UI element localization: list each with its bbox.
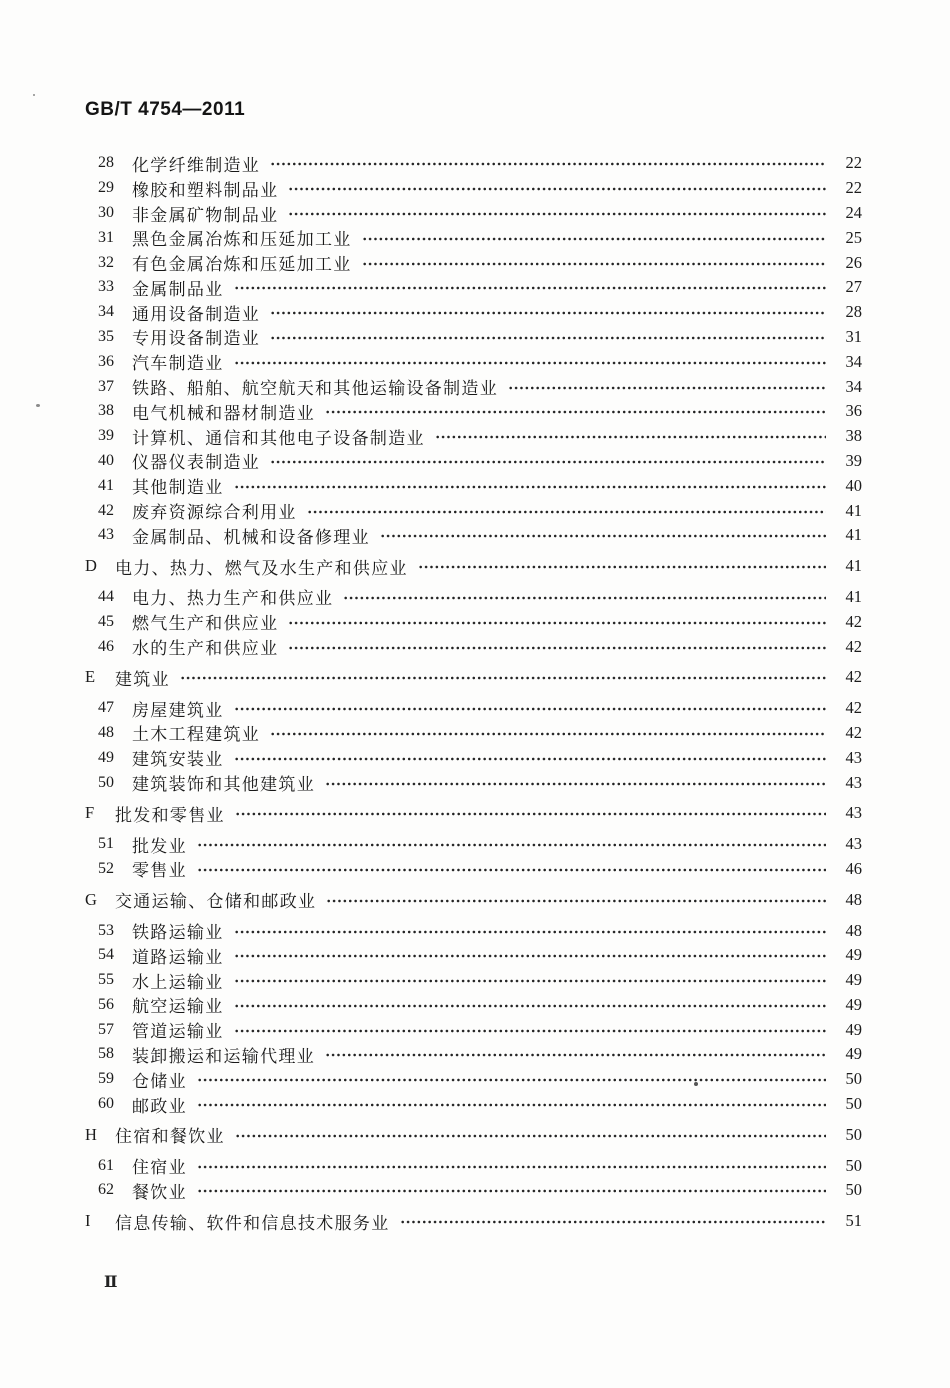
dot-leader-icon <box>343 592 826 604</box>
toc-item-row <box>85 473 862 498</box>
toc-entry-page: 22 <box>845 178 862 198</box>
dot-leader-icon <box>234 975 827 987</box>
dot-leader-icon <box>307 506 826 518</box>
toc-entry-page: 48 <box>845 920 862 940</box>
toc-entry-title: 电力、热力生产和供应业 <box>132 589 334 609</box>
toc-item-row <box>85 745 862 770</box>
toc-entry-page: 49 <box>845 994 862 1014</box>
toc-entry-number: 40 <box>98 451 114 469</box>
dot-leader-icon <box>234 357 827 369</box>
toc-entry-page: 48 <box>845 889 862 909</box>
toc-entry-number: 60 <box>98 1095 114 1113</box>
toc-entry-number: 52 <box>98 859 114 877</box>
toc-entry-page: 46 <box>845 858 862 878</box>
toc-entry-title: 航空运输业 <box>132 997 224 1017</box>
toc-item-row <box>85 968 862 993</box>
dot-leader-icon <box>325 778 826 790</box>
toc-entry-page: 50 <box>845 1094 862 1114</box>
toc-entry-page: 36 <box>845 401 862 421</box>
toc-entry-title: 铁路、船舶、航空航天和其他运输设备制造业 <box>132 379 498 399</box>
toc-entry-title: 计算机、通信和其他电子设备制造业 <box>132 428 425 448</box>
toc-entry-number: 57 <box>98 1020 114 1038</box>
toc-entry-page: 42 <box>845 636 862 656</box>
toc-entry-title: 装卸搬运和运输代理业 <box>132 1047 315 1066</box>
toc-entry-title: 金属制品业 <box>132 279 224 299</box>
toc-entry-page: 51 <box>845 1211 862 1231</box>
dot-leader-icon <box>326 895 826 907</box>
toc-entry-title: 信息传输、软件和信息技术服务业 <box>115 1213 390 1233</box>
toc-entry-page: 43 <box>845 803 862 823</box>
toc-item-row <box>85 424 862 449</box>
toc-item-row <box>85 993 862 1018</box>
toc-entry-page: 34 <box>845 376 862 396</box>
toc-section-row <box>85 1209 862 1234</box>
toc-entry-page: 41 <box>845 525 862 545</box>
toc-entry-number: 50 <box>98 773 114 791</box>
toc-entry-title: 餐饮业 <box>132 1182 187 1202</box>
toc-item-row <box>85 449 862 474</box>
dot-leader-icon <box>270 728 826 740</box>
toc-entry-title: 通用设备制造业 <box>132 304 261 324</box>
dot-leader-icon <box>234 481 827 493</box>
toc-entry-page: 24 <box>845 202 862 222</box>
dot-leader-icon <box>197 1185 826 1197</box>
toc-entry-number: 56 <box>98 995 114 1013</box>
dot-leader-icon <box>400 1216 827 1228</box>
dot-leader-icon <box>197 839 826 851</box>
toc-entry-title: 建筑业 <box>115 669 170 689</box>
toc-entry-page: 26 <box>845 252 862 272</box>
toc-entry-title: 住宿和餐饮业 <box>115 1127 225 1147</box>
toc-entry-title: 仪器仪表制造业 <box>132 453 261 473</box>
toc-item-row <box>85 325 862 350</box>
toc-entry-title: 非金属矿物制品业 <box>132 205 279 225</box>
toc-entry-title: 铁路运输业 <box>132 923 224 943</box>
toc-section-row <box>85 665 862 690</box>
toc-entry-number: 42 <box>98 501 114 519</box>
dot-leader-icon <box>418 561 826 573</box>
toc-section-row <box>85 887 862 912</box>
toc-entry-number: 59 <box>98 1070 114 1088</box>
toc-entry-title: 批发业 <box>132 836 187 856</box>
dot-leader-icon <box>362 258 826 270</box>
dot-leader-icon <box>508 382 826 394</box>
toc-item-row <box>85 176 862 201</box>
toc-entry-title: 化学纤维制造业 <box>132 155 261 175</box>
toc-entry-page: 31 <box>845 326 862 346</box>
dot-leader-icon <box>234 282 827 294</box>
toc-entry-number: 39 <box>98 427 114 445</box>
toc-entry-page: 43 <box>845 747 862 767</box>
toc-item-row <box>85 399 862 424</box>
toc-entry-number: G <box>85 889 97 909</box>
toc-item-row <box>85 585 862 610</box>
toc-entry-title: 零售业 <box>132 861 187 881</box>
toc-entry-number: 32 <box>98 253 114 271</box>
dot-leader-icon <box>288 617 826 629</box>
toc-entry-number: 41 <box>98 476 114 494</box>
toc-entry-title: 住宿业 <box>132 1158 187 1178</box>
toc-item-row <box>85 275 862 300</box>
dot-leader-icon <box>325 406 826 418</box>
toc-item-row <box>85 721 862 746</box>
dot-leader-icon <box>288 642 826 654</box>
toc-entry-number: 55 <box>98 971 114 989</box>
toc-entry-number: 35 <box>98 327 114 345</box>
toc-entry-page: 42 <box>845 667 862 687</box>
toc-entry-page: 27 <box>845 277 862 297</box>
dot-leader-icon <box>234 950 827 962</box>
toc-entry-title: 有色金属冶炼和压延加工业 <box>132 255 352 275</box>
dot-leader-icon <box>234 1025 827 1037</box>
dot-leader-icon <box>234 1000 827 1012</box>
toc-entry-page: 38 <box>845 426 862 446</box>
toc-entry-title: 汽车制造业 <box>132 354 224 374</box>
toc-entry-title: 建筑装饰和其他建筑业 <box>132 775 315 795</box>
toc-item-row <box>85 1017 862 1042</box>
dot-leader-icon <box>235 1130 826 1142</box>
dot-leader-icon <box>380 530 826 542</box>
toc-entry-number: 62 <box>98 1181 114 1199</box>
toc-entry-page: 41 <box>845 556 862 576</box>
toc-entry-page: 41 <box>845 586 862 606</box>
toc-entry-title: 土木工程建筑业 <box>132 725 261 745</box>
toc-entry-number: 45 <box>98 612 114 630</box>
dot-leader-icon <box>197 1074 826 1086</box>
toc-entry-title: 邮政业 <box>132 1096 187 1116</box>
toc-entry-number: 38 <box>98 402 114 420</box>
toc-entry-page: 49 <box>845 1019 862 1039</box>
toc-entry-title: 交通运输、仓储和邮政业 <box>115 892 317 912</box>
toc-entry-page: 41 <box>845 500 862 520</box>
toc-item-row <box>85 1042 862 1067</box>
toc-entry-number: 34 <box>98 303 114 321</box>
toc-item-row <box>85 770 862 795</box>
document-number: GB/T 4754—2011 <box>85 99 246 120</box>
toc-section-row <box>85 801 862 826</box>
dot-leader-icon <box>234 926 827 938</box>
toc-entry-page: 28 <box>845 302 862 322</box>
toc-entry-number: F <box>85 803 95 823</box>
toc-item-row <box>85 300 862 325</box>
toc-entry-title: 建筑安装业 <box>132 750 224 770</box>
scan-speck <box>694 1082 698 1086</box>
toc-entry-title: 道路运输业 <box>132 947 224 967</box>
scan-speck <box>36 404 40 407</box>
toc-entry-number: 33 <box>98 278 114 296</box>
toc-entry-number: 51 <box>98 835 114 853</box>
dot-leader-icon <box>288 208 826 220</box>
toc-item-row <box>85 498 862 523</box>
toc-entry-page: 50 <box>845 1069 862 1089</box>
toc-entry-number: 44 <box>98 587 114 605</box>
dot-leader-icon <box>234 703 827 715</box>
dot-leader-icon <box>234 753 827 765</box>
toc-entry-number: H <box>85 1124 97 1144</box>
toc-entry-number: I <box>85 1211 91 1231</box>
toc-entry-number: 49 <box>98 748 114 766</box>
toc-entry-title: 电气机械和器材制造业 <box>132 403 315 423</box>
toc-entry-title: 仓储业 <box>132 1071 187 1091</box>
toc-entry-number: E <box>85 667 96 687</box>
toc-item-row <box>85 151 862 176</box>
toc-entry-page: 40 <box>845 475 862 495</box>
toc-entry-title: 电力、热力、燃气及水生产和供应业 <box>115 558 408 578</box>
toc-item-row <box>85 523 862 548</box>
toc-item-row <box>85 225 862 250</box>
toc-entry-number: 53 <box>98 921 114 939</box>
toc-item-row <box>85 609 862 634</box>
dot-leader-icon <box>270 158 826 170</box>
dot-leader-icon <box>435 431 826 443</box>
toc-item-row <box>85 696 862 721</box>
toc-item-row <box>85 832 862 857</box>
toc-entry-number: 54 <box>98 946 114 964</box>
toc-entry-title: 其他制造业 <box>132 478 224 498</box>
toc-entry-page: 49 <box>845 945 862 965</box>
toc-entry-number: 48 <box>98 723 114 741</box>
toc-entry-page: 42 <box>845 722 862 742</box>
toc-entry-title: 水的生产和供应业 <box>132 639 279 659</box>
dot-leader-icon <box>180 672 826 684</box>
toc-entry-number: 61 <box>98 1156 114 1174</box>
toc-entry-page: 42 <box>845 698 862 718</box>
toc-entry-number: 30 <box>98 203 114 221</box>
toc-item-row <box>85 250 862 275</box>
toc-entry-title: 批发和零售业 <box>115 805 225 825</box>
toc-entry-page: 43 <box>845 834 862 854</box>
toc-entry-page: 42 <box>845 611 862 631</box>
toc-entry-number: 58 <box>98 1045 114 1063</box>
toc-entry-number: 43 <box>98 526 114 544</box>
toc-item-row <box>85 1067 862 1092</box>
toc-entry-number: 28 <box>98 154 114 172</box>
dot-leader-icon <box>197 1161 826 1173</box>
toc-entry-title: 房屋建筑业 <box>132 700 224 720</box>
toc-section-row <box>85 554 862 579</box>
toc-item-row <box>85 857 862 882</box>
dot-leader-icon <box>270 456 826 468</box>
toc-item-row <box>85 201 862 226</box>
toc-entry-number: 29 <box>98 179 114 197</box>
toc-entry-title: 金属制品、机械和设备修理业 <box>132 527 370 547</box>
toc-item-row <box>85 349 862 374</box>
toc-entry-page: 49 <box>845 970 862 990</box>
toc-entry-number: 47 <box>98 699 114 717</box>
toc-entry-number: 36 <box>98 352 114 370</box>
toc-entry-title: 水上运输业 <box>132 972 224 992</box>
toc-entry-page: 39 <box>845 450 862 470</box>
toc-section-row <box>85 1122 862 1147</box>
toc-entry-title: 管道运输业 <box>132 1022 224 1042</box>
toc-item-row <box>85 1153 862 1178</box>
toc-entry-page: 49 <box>845 1044 862 1064</box>
toc-item-row <box>85 1092 862 1117</box>
toc-entry-page: 50 <box>845 1124 862 1144</box>
toc-entry-title: 橡胶和塑料制品业 <box>132 180 279 200</box>
toc-entry-page: 22 <box>845 153 862 173</box>
dot-leader-icon <box>362 233 826 245</box>
toc-entry-page: 43 <box>845 772 862 792</box>
toc-entry-number: 31 <box>98 228 114 246</box>
table-of-contents <box>85 151 862 1240</box>
toc-entry-number: 37 <box>98 377 114 395</box>
toc-entry-number: D <box>85 556 97 576</box>
dot-leader-icon <box>325 1049 826 1061</box>
toc-entry-page: 34 <box>845 351 862 371</box>
dot-leader-icon <box>270 307 826 319</box>
dot-leader-icon <box>270 332 826 344</box>
toc-entry-number: 46 <box>98 637 114 655</box>
dot-leader-icon <box>197 1099 826 1111</box>
toc-item-row <box>85 1178 862 1203</box>
dot-leader-icon <box>197 864 826 876</box>
toc-entry-page: 50 <box>845 1180 862 1200</box>
toc-entry-page: 50 <box>845 1155 862 1175</box>
page-number: Ⅱ <box>104 1274 118 1291</box>
dot-leader-icon <box>288 183 826 195</box>
toc-entry-title: 废弃资源综合利用业 <box>132 503 297 523</box>
toc-item-row <box>85 943 862 968</box>
toc-item-row <box>85 374 862 399</box>
toc-item-row <box>85 918 862 943</box>
toc-entry-title: 黑色金属冶炼和压延加工业 <box>132 230 352 250</box>
toc-entry-page: 25 <box>845 227 862 247</box>
scan-speck <box>33 94 35 96</box>
dot-leader-icon <box>235 808 826 820</box>
toc-item-row <box>85 634 862 659</box>
toc-entry-title: 专用设备制造业 <box>132 329 261 349</box>
toc-entry-title: 燃气生产和供应业 <box>132 614 279 634</box>
